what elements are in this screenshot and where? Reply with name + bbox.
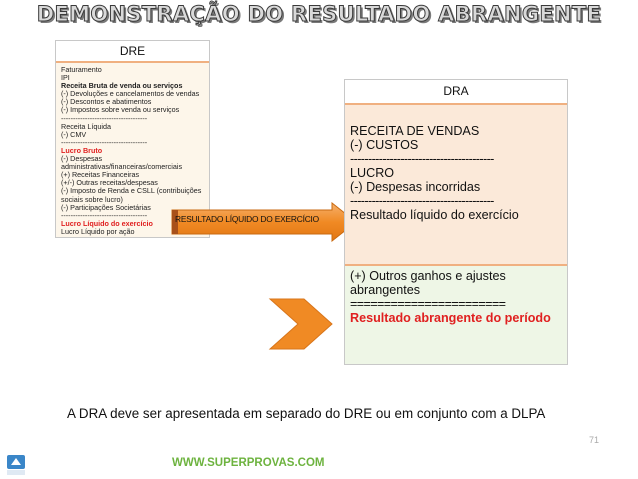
dre-line: Receita Bruta de venda ou serviços (61, 81, 183, 91)
dre-line: (-) Despesas administrativas/financeiras/comerciais (61, 154, 183, 172)
dra-line: LUCRO (350, 166, 395, 180)
footnote: A DRA deve ser apresentada em separado do DRE ou em conjunto com a DLPA (67, 406, 546, 421)
dra-line: (-) CUSTOS (350, 138, 419, 152)
dra-line-resultado-abrangente: Resultado abrangente do período (350, 311, 551, 325)
dre-line: Receita Líquida (61, 121, 111, 131)
dra-panel (344, 79, 568, 365)
dre-line: (-) Descontos e abatimentos (61, 97, 152, 107)
dre-separator: ------------------------------------ (61, 210, 148, 220)
dre-line: (-) CMV (61, 129, 87, 139)
dra-divider (345, 264, 567, 266)
dre-separator: ------------------------------------ (61, 113, 148, 123)
dra-line: RECEITA DE VENDAS (350, 124, 480, 138)
dra-bottom-lines (350, 269, 565, 325)
dra-separator: ---------------------------------------- (350, 194, 494, 208)
dre-separator: ------------------------------------ (61, 137, 148, 147)
slide-title: DEMONSTRAÇÃO DO RESULTADO ABRANGENTE (36, 2, 602, 26)
dre-line: Lucro Líquido por ação (61, 226, 135, 236)
superprovas-logo-icon (6, 454, 26, 476)
dra-line: (-) Despesas incorridas (350, 180, 481, 194)
dra-separator: ======================= (350, 297, 506, 311)
dre-line: (-) Impostos sobre venda ou serviços (61, 105, 180, 115)
dre-line-lucro-liquido: Lucro Líquido do exercício (61, 218, 153, 228)
dre-header: DRE (56, 41, 209, 63)
dra-header: DRA (345, 80, 567, 105)
dra-line: Resultado líquido do exercício (350, 208, 519, 222)
dre-line: (-) Participações Societárias (61, 202, 151, 212)
dre-line: Faturamento (61, 65, 102, 74)
dra-separator: ---------------------------------------- (350, 152, 494, 166)
dre-line: (+) Receitas Financeiras (61, 170, 140, 180)
dre-line: IPI (61, 73, 70, 83)
dre-line: (-) Imposto de Renda e CSLL (contribuições sociais sobre lucro) (61, 186, 202, 204)
dra-top-lines (350, 124, 565, 222)
dre-line: (-) Devoluções e cancelamentos de vendas (61, 89, 200, 99)
site-url: WWW.SUPERPROVAS.COM (172, 457, 325, 469)
chevron-right-icon (268, 297, 334, 351)
arrow-label: RESULTADO LÍQUIDO DO EXERCÍCIO (175, 214, 319, 224)
dre-line: (+/-) Outras receitas/despesas (61, 178, 158, 188)
dre-line-lucro-bruto: Lucro Bruto (61, 145, 103, 155)
dra-line: (+) Outros ganhos e ajustes abrangentes (350, 269, 506, 297)
page-number: 71 (589, 435, 600, 445)
